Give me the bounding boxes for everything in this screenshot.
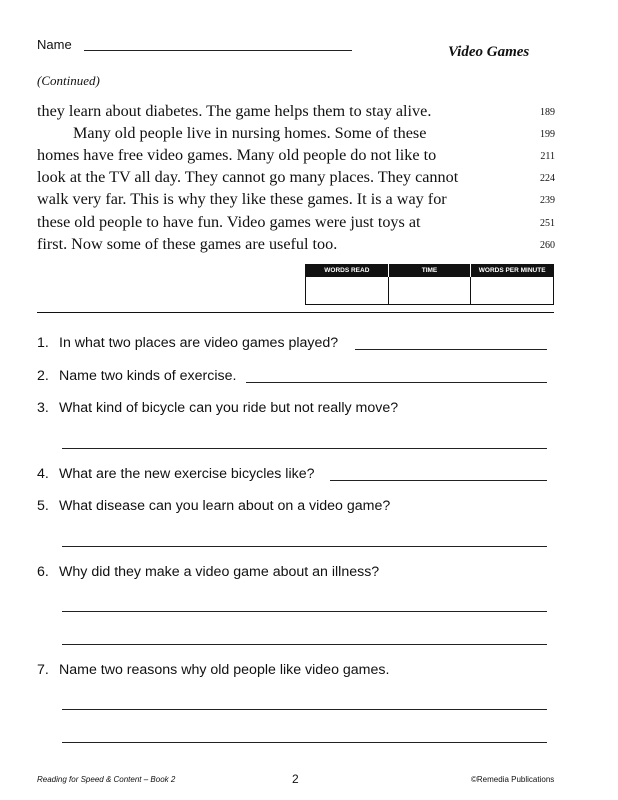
question-number: 2.	[37, 368, 49, 384]
words-per-minute-cell[interactable]	[471, 277, 554, 305]
question-4	[37, 466, 315, 482]
passage-line: look at the TV all day. They cannot go many places. They cannot	[37, 168, 459, 186]
words-read-header: WORDS READ	[306, 265, 389, 277]
question-7	[37, 662, 389, 678]
question-text: Why did they make a video game about an illness?	[59, 564, 380, 580]
continued-label: (Continued)	[37, 73, 100, 88]
word-count: 224	[540, 173, 555, 184]
name-label: Name	[37, 37, 72, 52]
answer-line[interactable]	[62, 448, 547, 449]
word-count: 189	[540, 107, 555, 118]
passage-line: walk very far. This is why they like these games. It is a way for	[37, 190, 447, 208]
book-title-footer: Reading for Speed & Content – Book 2	[37, 775, 176, 784]
passage-line: Many old people live in nursing homes. Some of these	[73, 124, 427, 142]
question-number: 3.	[37, 400, 49, 416]
question-text: What are the new exercise bicycles like?	[59, 466, 315, 482]
words-read-cell[interactable]	[306, 277, 389, 305]
answer-line[interactable]	[246, 382, 547, 383]
word-count: 260	[540, 240, 555, 251]
word-count: 211	[540, 151, 555, 162]
question-text: What disease can you learn about on a video game?	[59, 498, 391, 514]
page-title: Video Games	[448, 44, 530, 60]
question-number: 4.	[37, 466, 49, 482]
question-6	[37, 564, 379, 580]
passage-line: these old people to have fun. Video games were just toys at	[37, 213, 421, 231]
answer-line[interactable]	[330, 480, 547, 481]
answer-line[interactable]	[62, 709, 547, 710]
passage-line: first. Now some of these games are useful too.	[37, 235, 338, 253]
answer-line[interactable]	[62, 644, 547, 645]
question-5	[37, 498, 390, 514]
question-2	[37, 368, 236, 384]
question-text: Name two kinds of exercise.	[59, 368, 237, 384]
question-text: What kind of bicycle can you ride but not really move?	[59, 400, 399, 416]
answer-line[interactable]	[355, 349, 547, 350]
question-number: 5.	[37, 498, 49, 514]
words-per-minute-header: WORDS PER MINUTE	[471, 265, 554, 277]
answer-line[interactable]	[62, 742, 547, 743]
time-cell[interactable]	[388, 277, 471, 305]
word-count: 251	[540, 218, 555, 229]
reading-score-table	[305, 264, 554, 305]
answer-line[interactable]	[62, 611, 547, 612]
word-count: 239	[540, 195, 555, 206]
page-number: 2	[292, 772, 299, 786]
passage-line: homes have free video games. Many old people do not like to	[37, 146, 437, 164]
time-header: TIME	[388, 265, 471, 277]
publisher-footer: ©Remedia Publications	[471, 775, 555, 784]
question-number: 1.	[37, 335, 49, 351]
question-text: Name two reasons why old people like video games.	[59, 662, 390, 678]
answer-line[interactable]	[62, 546, 547, 547]
question-3	[37, 400, 398, 416]
question-text: In what two places are video games played?	[59, 335, 339, 351]
question-1	[37, 335, 338, 351]
name-field-line[interactable]	[84, 50, 352, 51]
passage-line: they learn about diabetes. The game helps them to stay alive.	[37, 102, 432, 120]
word-count: 199	[540, 129, 555, 140]
question-number: 6.	[37, 564, 49, 580]
question-number: 7.	[37, 662, 49, 678]
section-divider	[37, 312, 554, 313]
